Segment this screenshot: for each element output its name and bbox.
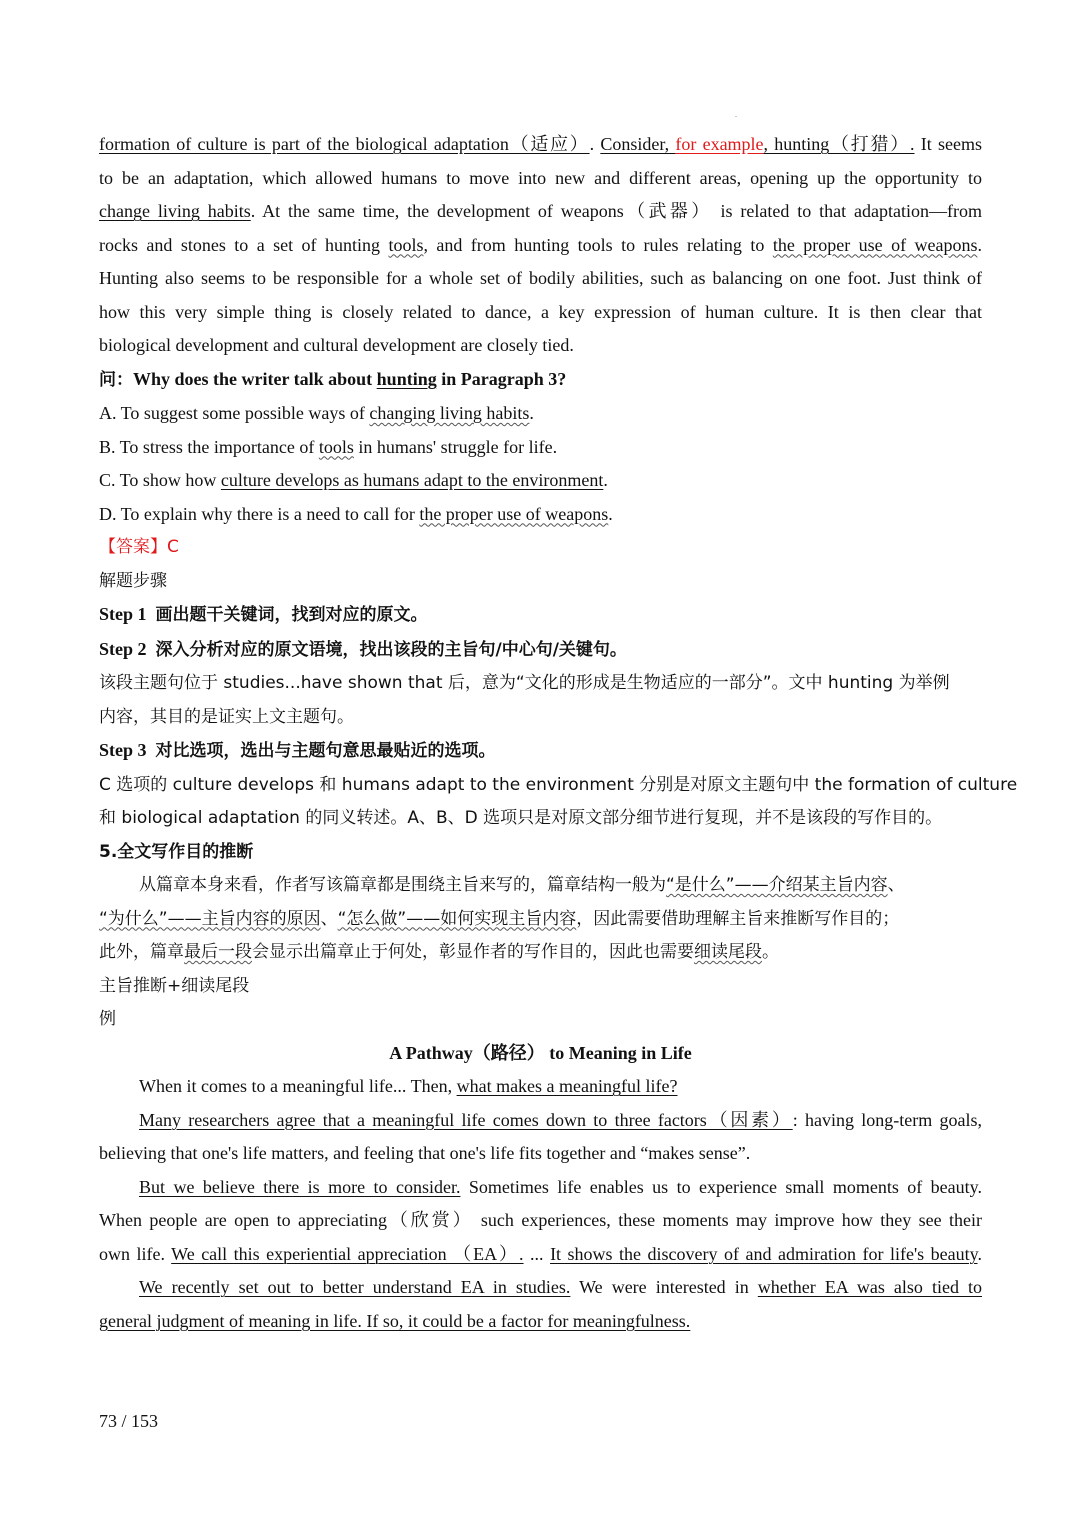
article-para-3-line-3: own life. We call this experiential appreciation （EA）. ... It shows the discovery of and admiration for life's beauty. (99, 1243, 982, 1264)
underlined-phrase: It shows the discovery of and admiration for life's beauty (550, 1243, 978, 1264)
passage-line-1: formation of culture is part of the biological adaptation（适应）. Consider, for example, hunting（打猎）. It seems (99, 134, 982, 154)
passage-line-6: how this very simple thing is closely related to dance, a key expression of human culture. It is then clear that (99, 301, 982, 322)
example-label: 例 (99, 1009, 116, 1029)
wavy-underline: changing living habits (369, 403, 530, 423)
method-label: 主旨推断+细读尾段 (99, 975, 250, 996)
article-title: A Pathway（路径） to Meaning in Life (389, 1042, 692, 1063)
passage-line-7: biological development and cultural development are closely tied. (99, 335, 574, 355)
step-3: Step 3 对比选项，选出与主题句意思最贴近的选项。 (99, 740, 496, 761)
step-1: Step 1 画出题干关键词，找到对应的原文。 (99, 604, 428, 625)
underlined-phrase: formation of culture is part of the biological adaptation（适应） (99, 134, 590, 154)
document-page (99, 128, 1018, 1338)
passage-line-2: to be an adaptation, which allowed humans to move into new and different areas, opening up the opportunity to (99, 167, 982, 188)
article-para-2-line-2: believing that one's life matters, and feeling that one's life fits together and “makes sense”. (99, 1143, 751, 1163)
scan-mark (735, 116, 737, 117)
option-c: C. To show how culture develops as humans adapt to the environment. (99, 470, 608, 490)
article-para-3-line-1: But we believe there is more to consider. Sometimes life enables us to experience small moments of beauty. (139, 1176, 982, 1197)
wavy-underline: tools (318, 436, 354, 457)
answer-label: 【答案】C (99, 537, 179, 557)
underlined-phrase: what makes a meaningful life? (456, 1076, 678, 1096)
section-5-para-3: 此外，篇章最后一段会显示出篇章止于何处，彰显作者的写作目的，因此也需要细读尾段。 (99, 942, 779, 962)
question-line: 问：Why does the writer talk about hunting in Paragraph 3? (99, 368, 567, 390)
article-para-3-line-2: When people are open to appreciating（欣赏） such experiences, these moments may improve how they see their (99, 1210, 982, 1230)
underlined-phrase: We recently set out to better understand EA in studies. (139, 1277, 571, 1297)
wavy-underline: 最后一段 (184, 942, 252, 962)
wavy-underline: “为什么”——主旨内容的原因 (99, 908, 321, 929)
page-number: 73 / 153 (99, 1411, 159, 1431)
underlined-phrase: , hunting（打猎）. (763, 134, 915, 154)
passage-line-5: Hunting also seems to be responsible for a whole set of bodily abilities, such as balancing on one foot. Just think of (99, 268, 982, 288)
step-2-body-1: 该段主题句位于 studies...have shown that 后，意为“文化的形成是生物适应的一部分”。文中 hunting 为举例 (99, 673, 950, 693)
underlined-phrase: But we believe there is more to consider. (139, 1176, 461, 1197)
step-2-body-2: 内容，其目的是证实上文主题句。 (99, 706, 354, 727)
article-para-1: When it comes to a meaningful life... Then, what makes a meaningful life? (139, 1076, 678, 1096)
wavy-underline: 细读尾段 (694, 942, 762, 962)
underlined-phrase: change living habits (99, 201, 251, 221)
option-a: A. To suggest some possible ways of changing living habits. (99, 403, 534, 423)
wavy-underline: “怎么做”——如何实现主旨内容 (337, 908, 577, 929)
passage-line-4: rocks and stones to a set of hunting tools, and from hunting tools to rules relating to the proper use of weapons. (99, 234, 982, 255)
wavy-underline: the proper use of weapons (772, 234, 978, 255)
underlined-phrase: Consider, (600, 134, 676, 154)
underlined-phrase: We call this experiential appreciation （EA）. (171, 1243, 524, 1264)
underlined-phrase: Many researchers agree that a meaningful life comes down to three factors（因素） (139, 1109, 793, 1130)
step-3-body-1: C 选项的 culture develops 和 humans adapt to the environment 分别是对原文主题句中 the formation of culture (99, 774, 1018, 795)
wavy-underline: “是什么”——介绍某主旨内容 (666, 875, 888, 895)
steps-title: 解题步骤 (99, 570, 167, 591)
section-5-para-2: “为什么”——主旨内容的原因、“怎么做”——如何实现主旨内容，因此需要借助理解主旨来推断写作目的； (99, 908, 900, 929)
option-d: D. To explain why there is a need to call for the proper use of weapons. (99, 503, 613, 524)
underlined-phrase: whether EA was also tied to (757, 1277, 982, 1297)
section-5-para-1: 从篇章本身来看，作者写该篇章都是围绕主旨来写的，篇章结构一般为“是什么”——介绍某主旨内容、 (139, 875, 905, 895)
article-para-2-line-1: Many researchers agree that a meaningful life comes down to three factors（因素）: having long-term goals, (139, 1109, 982, 1130)
highlight-red: for example (675, 134, 764, 154)
option-b: B. To stress the importance of tools in humans' struggle for life. (99, 436, 558, 457)
passage-line-3: change living habits. At the same time, the development of weapons（武器） is related to that adaptation—from (99, 201, 983, 221)
step-2: Step 2 深入分析对应的原文语境，找出该段的主旨句/中心句/关键句。 (99, 638, 627, 660)
question-keyword: hunting (376, 368, 437, 389)
article-para-4-line-2 (99, 1305, 982, 1339)
article-para-4-line-1: We recently set out to better understand EA in studies. We were interested in whether EA was also tied to (139, 1277, 982, 1297)
underlined-phrase: culture develops as humans adapt to the environment (220, 470, 604, 490)
step-3-body-2: 和 biological adaptation 的同义转述。A、B、D 选项只是对原文部分细节进行复现，并不是该段的写作目的。 (99, 808, 943, 828)
underlined-phrase: general judgment of meaning in life. If so, it could be a factor for meaningfulness. (99, 1310, 691, 1331)
wavy-underline: tools (388, 234, 424, 255)
wavy-underline: the proper use of weapons (419, 503, 609, 524)
section-5-title: 5.全文写作目的推断 (99, 841, 254, 862)
